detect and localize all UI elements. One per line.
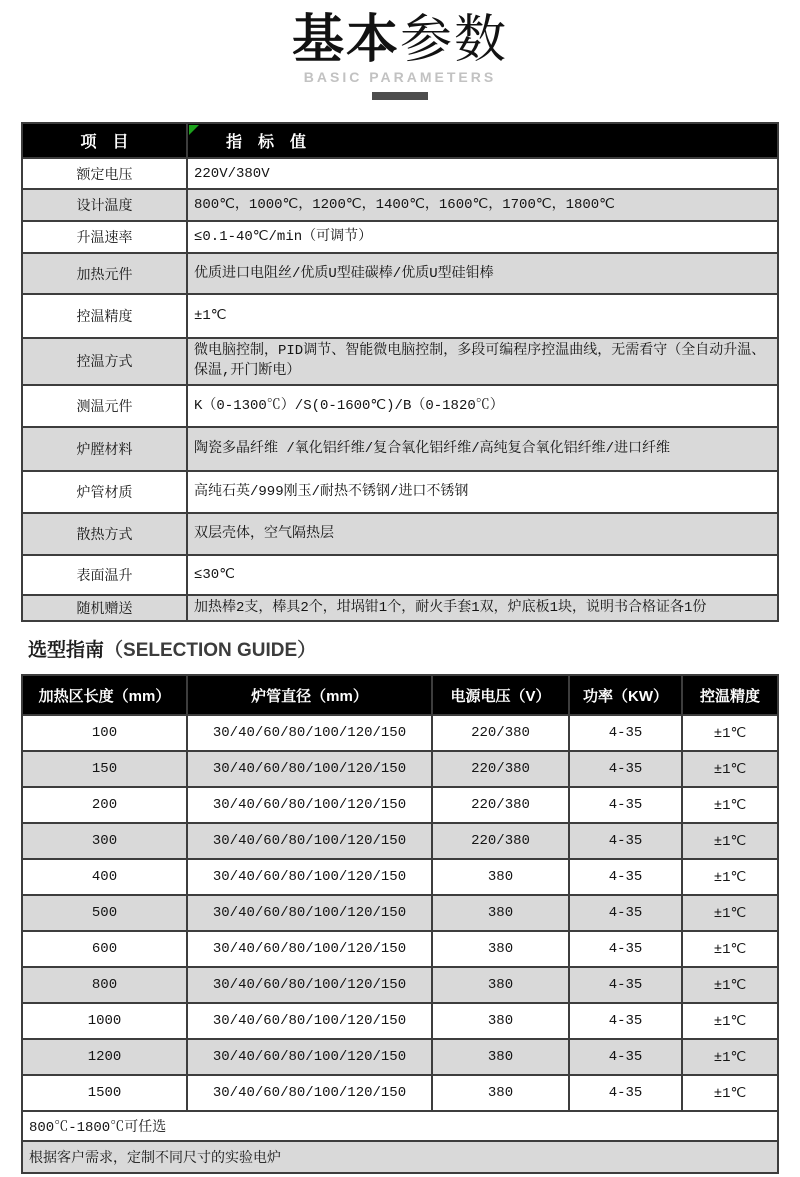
heating-zone-length-cell: 200 (22, 787, 187, 823)
power-cell: 4-35 (569, 1003, 682, 1039)
temp-accuracy-cell: ±1℃ (682, 895, 778, 931)
item-value-cell: 微电脑控制，PID调节、智能微电脑控制，多段可编程序控温曲线，无需看守（全自动升温、保温,开门断电） (187, 338, 778, 385)
item-value-cell: 优质进口电阻丝/优质U型硅碳棒/优质U型硅钼棒 (187, 253, 778, 294)
temp-accuracy-cell: ±1℃ (682, 931, 778, 967)
item-name-cell: 控温方式 (22, 338, 187, 385)
item-name-cell: 随机赠送 (22, 595, 187, 621)
table-row (22, 787, 778, 823)
footer-note-cell: 根据客户需求，定制不同尺寸的实验电炉 (22, 1141, 778, 1173)
table-row (22, 859, 778, 895)
supply-voltage-cell: 380 (432, 859, 569, 895)
power-cell: 4-35 (569, 967, 682, 1003)
heating-zone-length-cell: 500 (22, 895, 187, 931)
item-value-cell: ≤30℃ (187, 555, 778, 595)
column-header: 电源电压（V） (432, 675, 569, 715)
heating-zone-length-cell: 300 (22, 823, 187, 859)
column-header-value-label: 指 标 值 (226, 134, 307, 152)
item-name-cell: 加热元件 (22, 253, 187, 294)
tube-diameter-cell: 30/40/60/80/100/120/150 (187, 823, 432, 859)
tube-diameter-cell: 30/40/60/80/100/120/150 (187, 859, 432, 895)
table-row (22, 751, 778, 787)
supply-voltage-cell: 220/380 (432, 751, 569, 787)
item-value-cell: 加热棒2支，棒具2个，坩埚钳1个，耐火手套1双，炉底板1块，说明书合格证各1份 (187, 595, 778, 621)
table-row (22, 1075, 778, 1111)
table-row (22, 931, 778, 967)
basic-parameters-table-body (22, 158, 778, 621)
item-value-cell: ±1℃ (187, 294, 778, 338)
column-header: 炉管直径（mm） (187, 675, 432, 715)
tube-diameter-cell: 30/40/60/80/100/120/150 (187, 1075, 432, 1111)
supply-voltage-cell: 220/380 (432, 787, 569, 823)
temp-accuracy-cell: ±1℃ (682, 715, 778, 751)
temp-accuracy-cell: ±1℃ (682, 859, 778, 895)
item-name-cell: 升温速率 (22, 221, 187, 253)
table-row (22, 338, 778, 385)
supply-voltage-cell: 380 (432, 1075, 569, 1111)
temp-accuracy-cell: ±1℃ (682, 1039, 778, 1075)
tube-diameter-cell: 30/40/60/80/100/120/150 (187, 751, 432, 787)
footer-note-cell: 800℃-1800℃可任选 (22, 1111, 778, 1141)
item-name-cell: 额定电压 (22, 158, 187, 189)
item-name-cell: 炉膛材料 (22, 427, 187, 471)
heating-zone-length-cell: 600 (22, 931, 187, 967)
selection-guide-table (21, 674, 779, 1174)
heating-zone-length-cell: 1200 (22, 1039, 187, 1075)
power-cell: 4-35 (569, 715, 682, 751)
table-row (22, 895, 778, 931)
table-row (22, 221, 778, 253)
column-header-value (187, 123, 778, 158)
column-header-item: 项 目 (22, 123, 187, 158)
tube-diameter-cell: 30/40/60/80/100/120/150 (187, 895, 432, 931)
supply-voltage-cell: 380 (432, 1039, 569, 1075)
heating-zone-length-cell: 100 (22, 715, 187, 751)
page-title-bold: 基本 (291, 11, 400, 69)
table-row (22, 158, 778, 189)
tube-diameter-cell: 30/40/60/80/100/120/150 (187, 967, 432, 1003)
item-name-cell: 控温精度 (22, 294, 187, 338)
item-value-cell: ≤0.1-40℃/min（可调节） (187, 221, 778, 253)
page-title (0, 12, 800, 68)
item-value-cell: 800℃，1000℃，1200℃，1400℃，1600℃，1700℃，1800℃ (187, 189, 778, 221)
table-row (22, 189, 778, 221)
temp-accuracy-cell: ±1℃ (682, 751, 778, 787)
item-value-cell: 高纯石英/999刚玉/耐热不锈钢/进口不锈钢 (187, 471, 778, 513)
header-row (22, 675, 778, 715)
tube-diameter-cell: 30/40/60/80/100/120/150 (187, 787, 432, 823)
column-header: 功率（KW） (569, 675, 682, 715)
tube-diameter-cell: 30/40/60/80/100/120/150 (187, 1003, 432, 1039)
selection-guide-heading (28, 635, 800, 662)
power-cell: 4-35 (569, 787, 682, 823)
table-row (22, 427, 778, 471)
item-name-cell: 散热方式 (22, 513, 187, 555)
table-row (22, 715, 778, 751)
item-name-cell: 设计温度 (22, 189, 187, 221)
title-block (0, 0, 800, 100)
table-row (22, 513, 778, 555)
power-cell: 4-35 (569, 931, 682, 967)
selection-guide-table-body (22, 715, 778, 1111)
tube-diameter-cell: 30/40/60/80/100/120/150 (187, 1039, 432, 1075)
green-corner-marker-icon (189, 125, 199, 135)
temp-accuracy-cell: ±1℃ (682, 823, 778, 859)
power-cell: 4-35 (569, 895, 682, 931)
selection-guide-heading-cn: 选型指南 (28, 640, 105, 662)
table-row (22, 294, 778, 338)
table-row (22, 471, 778, 513)
power-cell: 4-35 (569, 859, 682, 895)
heating-zone-length-cell: 400 (22, 859, 187, 895)
item-value-cell: 双层壳体，空气隔热层 (187, 513, 778, 555)
power-cell: 4-35 (569, 1039, 682, 1075)
heating-zone-length-cell: 1500 (22, 1075, 187, 1111)
selection-guide-table-footer (22, 1111, 778, 1173)
heating-zone-length-cell: 800 (22, 967, 187, 1003)
heating-zone-length-cell: 1000 (22, 1003, 187, 1039)
supply-voltage-cell: 380 (432, 1003, 569, 1039)
table-row (22, 555, 778, 595)
supply-voltage-cell: 380 (432, 931, 569, 967)
header-row (22, 123, 778, 158)
page-title-light: 参数 (400, 11, 509, 69)
tube-diameter-cell: 30/40/60/80/100/120/150 (187, 931, 432, 967)
power-cell: 4-35 (569, 751, 682, 787)
table-row (22, 823, 778, 859)
column-header: 控温精度 (682, 675, 778, 715)
heating-zone-length-cell: 150 (22, 751, 187, 787)
basic-parameters-table (21, 122, 779, 622)
footer-note-row (22, 1111, 778, 1141)
item-name-cell: 表面温升 (22, 555, 187, 595)
supply-voltage-cell: 220/380 (432, 715, 569, 751)
table-row (22, 1039, 778, 1075)
item-name-cell: 测温元件 (22, 385, 187, 427)
item-value-cell: 220V/380V (187, 158, 778, 189)
power-cell: 4-35 (569, 1075, 682, 1111)
selection-guide-heading-en: （SELECTION GUIDE） (104, 640, 317, 662)
footer-note-row (22, 1141, 778, 1173)
selection-guide-table-header (22, 675, 778, 715)
page-subtitle-en: BASIC PARAMETERS (303, 69, 497, 86)
item-name-cell: 炉管材质 (22, 471, 187, 513)
table-row (22, 967, 778, 1003)
tube-diameter-cell: 30/40/60/80/100/120/150 (187, 715, 432, 751)
supply-voltage-cell: 380 (432, 895, 569, 931)
item-value-cell: 陶瓷多晶纤维 /氧化铝纤维/复合氧化铝纤维/高纯复合氧化铝纤维/进口纤维 (187, 427, 778, 471)
table-row (22, 1003, 778, 1039)
temp-accuracy-cell: ±1℃ (682, 1003, 778, 1039)
item-value-cell: K（0-1300℃）/S(0-1600℃)/B（0-1820℃） (187, 385, 778, 427)
temp-accuracy-cell: ±1℃ (682, 967, 778, 1003)
basic-parameters-table-header (22, 123, 778, 158)
table-row (22, 385, 778, 427)
temp-accuracy-cell: ±1℃ (682, 1075, 778, 1111)
column-header: 加热区长度（mm） (22, 675, 187, 715)
supply-voltage-cell: 380 (432, 967, 569, 1003)
title-underline-bar (372, 92, 428, 100)
power-cell: 4-35 (569, 823, 682, 859)
temp-accuracy-cell: ±1℃ (682, 787, 778, 823)
table-row (22, 595, 778, 621)
table-row (22, 253, 778, 294)
supply-voltage-cell: 220/380 (432, 823, 569, 859)
